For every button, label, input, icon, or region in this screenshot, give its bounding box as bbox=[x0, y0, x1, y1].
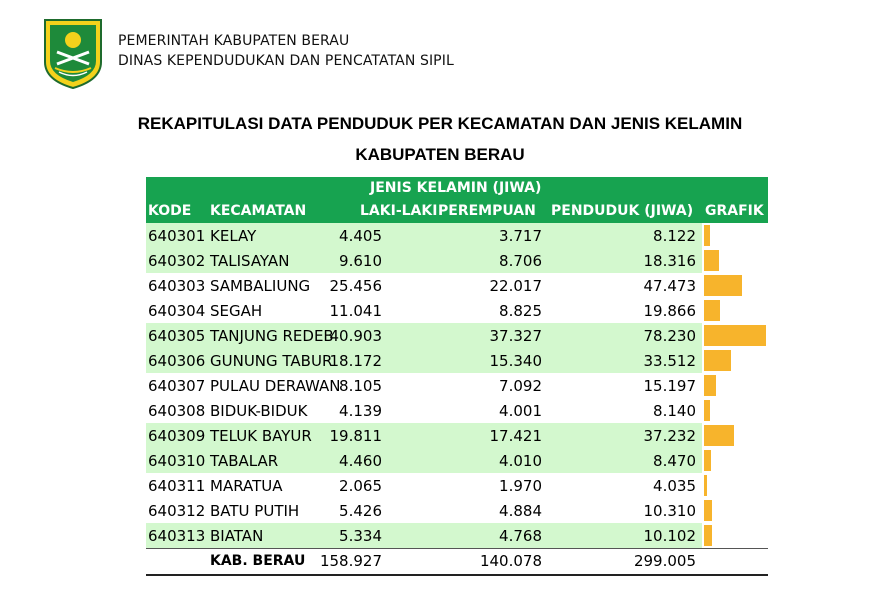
cell-laki-laki: 5.426 bbox=[339, 502, 382, 520]
table-row bbox=[146, 423, 768, 448]
cell-kode: 640307 bbox=[148, 377, 206, 395]
cell-kode: 640311 bbox=[148, 477, 206, 495]
table-row bbox=[146, 248, 768, 273]
table-group-header bbox=[146, 177, 768, 200]
col-penduduk: PENDUDUK (JIWA) bbox=[551, 203, 694, 219]
cell-kode: 640309 bbox=[148, 427, 206, 445]
table-column-header bbox=[146, 200, 768, 223]
cell-perempuan: 8.825 bbox=[499, 302, 542, 320]
cell-kecamatan: BATU PUTIH bbox=[210, 502, 300, 520]
cell-kecamatan: TELUK BAYUR bbox=[210, 427, 312, 445]
col-perempuan: PEREMPUAN bbox=[438, 203, 536, 219]
population-bar bbox=[704, 500, 712, 521]
report-title: REKAPITULASI DATA PENDUDUK PER KECAMATAN DAN JENIS KELAMIN bbox=[137, 114, 743, 133]
col-kecamatan: KECAMATAN bbox=[210, 203, 307, 219]
grafik-cell bbox=[702, 448, 768, 473]
cell-penduduk: 37.232 bbox=[643, 427, 696, 445]
table-row bbox=[146, 398, 768, 423]
cell-kecamatan: TABALAR bbox=[210, 452, 279, 470]
table-row bbox=[146, 273, 768, 298]
cell-perempuan: 4.010 bbox=[499, 452, 542, 470]
cell-kode: 640305 bbox=[148, 327, 206, 345]
table-row bbox=[146, 298, 768, 323]
cell-penduduk: 33.512 bbox=[643, 352, 696, 370]
cell-penduduk: 8.122 bbox=[653, 227, 696, 245]
cell-penduduk: 4.035 bbox=[653, 477, 696, 495]
cell-penduduk: 10.310 bbox=[643, 502, 696, 520]
report-subtitle: KABUPATEN BERAU bbox=[355, 145, 525, 164]
population-bar bbox=[704, 250, 719, 271]
cell-laki-laki: 11.041 bbox=[329, 302, 382, 320]
total-perempuan: 140.078 bbox=[479, 552, 542, 570]
cell-kode: 640313 bbox=[148, 527, 206, 545]
population-bar bbox=[704, 475, 707, 496]
cell-laki-laki: 40.903 bbox=[329, 327, 382, 345]
org-line-1: PEMERINTAH KABUPATEN BERAU bbox=[118, 33, 350, 49]
cell-perempuan: 22.017 bbox=[489, 277, 542, 295]
organization-header bbox=[118, 31, 454, 71]
cell-penduduk: 47.473 bbox=[643, 277, 696, 295]
table-row bbox=[146, 448, 768, 473]
kabupaten-berau-logo bbox=[43, 18, 103, 90]
cell-kode: 640303 bbox=[148, 277, 206, 295]
cell-perempuan: 4.884 bbox=[499, 502, 542, 520]
cell-kecamatan: TANJUNG REDEB bbox=[210, 327, 334, 345]
cell-laki-laki: 19.811 bbox=[329, 427, 382, 445]
col-laki-laki: LAKI-LAKI bbox=[360, 203, 438, 219]
cell-perempuan: 3.717 bbox=[499, 227, 542, 245]
cell-penduduk: 18.316 bbox=[643, 252, 696, 270]
cell-penduduk: 8.140 bbox=[653, 402, 696, 420]
col-grafik: GRAFIK bbox=[705, 203, 764, 219]
cell-laki-laki: 18.172 bbox=[329, 352, 382, 370]
cell-kecamatan: BIDUK-BIDUK bbox=[210, 402, 308, 420]
cell-kode: 640306 bbox=[148, 352, 206, 370]
table-total-row bbox=[146, 548, 768, 576]
cell-kode: 640304 bbox=[148, 302, 206, 320]
cell-perempuan: 8.706 bbox=[499, 252, 542, 270]
cell-kode: 640301 bbox=[148, 227, 206, 245]
population-bar bbox=[704, 275, 742, 296]
group-header-label: JENIS KELAMIN (JIWA) bbox=[370, 180, 542, 196]
population-bar bbox=[704, 350, 731, 371]
population-bar bbox=[704, 450, 711, 471]
grafik-cell bbox=[702, 223, 768, 248]
cell-kecamatan: PULAU DERAWAN bbox=[210, 377, 341, 395]
cell-laki-laki: 4.460 bbox=[339, 452, 382, 470]
cell-kode: 640312 bbox=[148, 502, 206, 520]
cell-laki-laki: 2.065 bbox=[339, 477, 382, 495]
population-bar bbox=[704, 225, 710, 246]
cell-laki-laki: 8.105 bbox=[339, 377, 382, 395]
cell-perempuan: 37.327 bbox=[489, 327, 542, 345]
cell-perempuan: 7.092 bbox=[499, 377, 542, 395]
total-label: KAB. BERAU bbox=[210, 553, 306, 569]
cell-kecamatan: SEGAH bbox=[210, 302, 263, 320]
cell-kecamatan: GUNUNG TABUR bbox=[210, 352, 333, 370]
population-bar bbox=[704, 375, 716, 396]
cell-kecamatan: MARATUA bbox=[210, 477, 283, 495]
grafik-cell bbox=[702, 473, 768, 498]
cell-perempuan: 15.340 bbox=[489, 352, 542, 370]
cell-perempuan: 1.970 bbox=[499, 477, 542, 495]
cell-penduduk: 78.230 bbox=[643, 327, 696, 345]
cell-penduduk: 15.197 bbox=[643, 377, 696, 395]
cell-penduduk: 8.470 bbox=[653, 452, 696, 470]
table-row bbox=[146, 223, 768, 248]
table-body bbox=[146, 223, 768, 548]
col-kode: KODE bbox=[148, 203, 192, 219]
cell-kode: 640308 bbox=[148, 402, 206, 420]
table-row bbox=[146, 523, 768, 548]
grafik-cell bbox=[702, 398, 768, 423]
cell-kecamatan: TALISAYAN bbox=[210, 252, 290, 270]
cell-kode: 640310 bbox=[148, 452, 206, 470]
table-row bbox=[146, 373, 768, 398]
population-bar bbox=[704, 325, 766, 346]
cell-laki-laki: 9.610 bbox=[339, 252, 382, 270]
cell-kecamatan: KELAY bbox=[210, 227, 257, 245]
cell-laki-laki: 4.139 bbox=[339, 402, 382, 420]
total-penduduk: 299.005 bbox=[633, 552, 696, 570]
cell-laki-laki: 4.405 bbox=[339, 227, 382, 245]
population-bar bbox=[704, 425, 734, 446]
cell-penduduk: 10.102 bbox=[643, 527, 696, 545]
cell-perempuan: 17.421 bbox=[489, 427, 542, 445]
cell-kecamatan: SAMBALIUNG bbox=[210, 277, 311, 295]
cell-kecamatan: BIATAN bbox=[210, 527, 264, 545]
cell-laki-laki: 25.456 bbox=[329, 277, 382, 295]
cell-perempuan: 4.768 bbox=[499, 527, 542, 545]
population-bar bbox=[704, 400, 710, 421]
table-row bbox=[146, 323, 768, 348]
table-row bbox=[146, 473, 768, 498]
total-laki-laki: 158.927 bbox=[319, 552, 382, 570]
population-table bbox=[146, 177, 768, 576]
cell-perempuan: 4.001 bbox=[499, 402, 542, 420]
org-line-2: DINAS KEPENDUDUKAN DAN PENCATATAN SIPIL bbox=[118, 53, 454, 69]
population-bar bbox=[704, 525, 712, 546]
cell-kode: 640302 bbox=[148, 252, 206, 270]
table-row bbox=[146, 498, 768, 523]
table-row bbox=[146, 348, 768, 373]
population-bar bbox=[704, 300, 720, 321]
cell-laki-laki: 5.334 bbox=[339, 527, 382, 545]
cell-penduduk: 19.866 bbox=[643, 302, 696, 320]
